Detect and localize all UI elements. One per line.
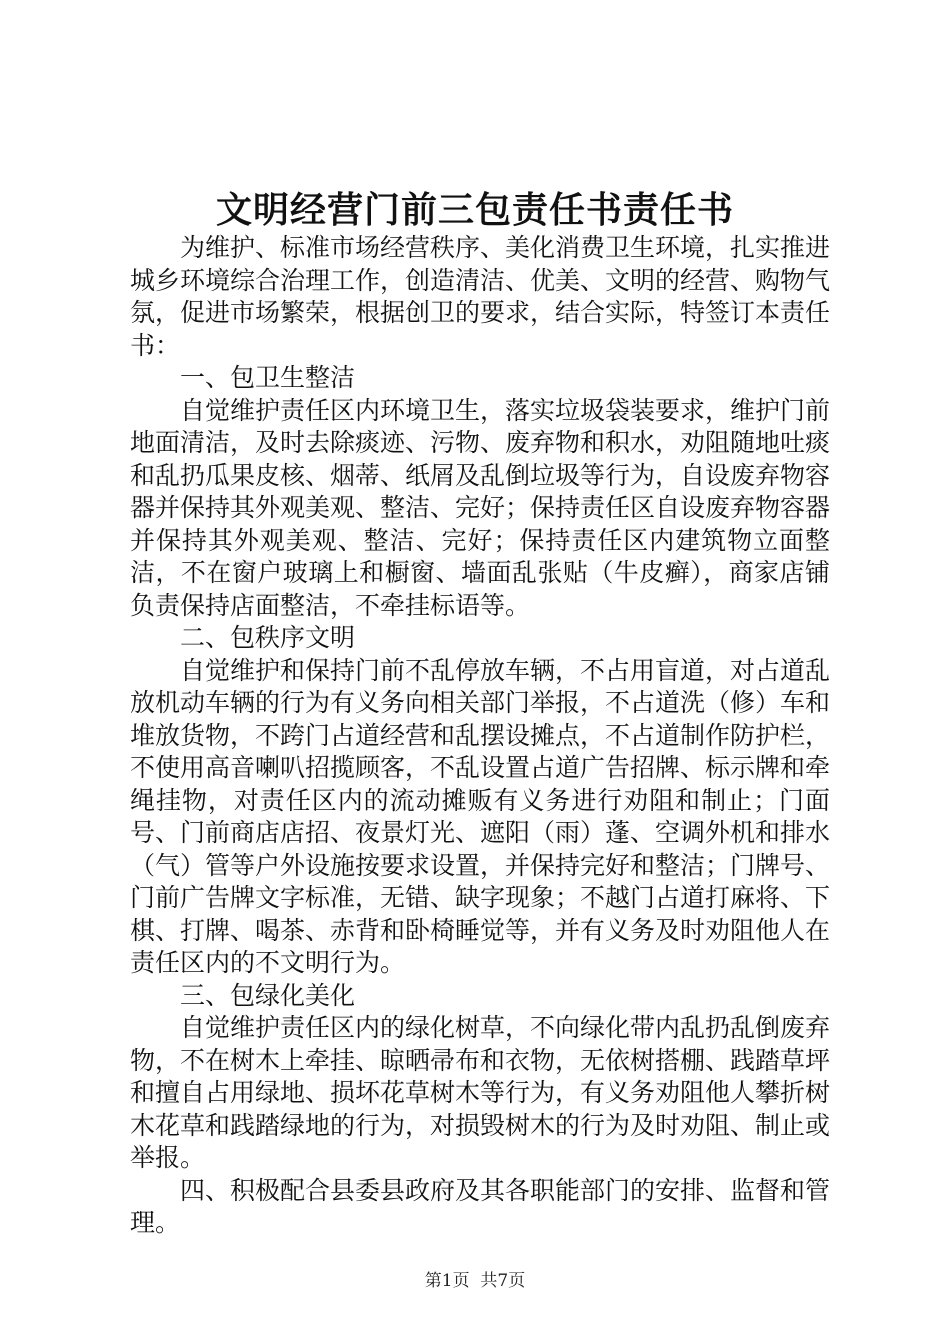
page-number-footer: 第1页 共7页 [424, 1271, 526, 1291]
section-heading-order: 二、包秩序文明 [180, 623, 356, 652]
document-title: 文明经营门前三包责任书责任书 [215, 189, 734, 231]
section-heading-hygiene: 一、包卫生整洁 [180, 363, 356, 392]
intro-paragraph: 为维护、标准市场经营秩序、美化消费卫生环境，扎实推进城乡环境综合治理工作，创造清洁、优美、文明的经营、购物气氛，促进市场繁荣，根据创卫的要求，结合实际，特签订本责任书： [130, 233, 831, 360]
document-body [130, 232, 830, 1240]
section-body-order: 自觉维护和保持门前不乱停放车辆，不占用盲道，对占道乱放机动车辆的行为有义务向相关部门举报，不占道洗（修）车和堆放货物，不跨门占道经营和乱摆设摊点，不占道制作防护栏，不使用高音喇叭招揽顾客，不乱设置占道广告招牌、标示牌和牵绳挂物，对责任区内的流动摊贩有义务进行劝阻和制止；门面号、门前商店店招、夜景灯光、遮阳（雨）蓬、空调外机和排水（气）管等户外设施按要求设置，并保持完好和整洁；门牌号、门前广告牌文字标准，无错、缺字现象；不越门占道打麻将、下棋、打牌、喝茶、赤背和卧椅睡觉等，并有义务及时劝阻他人在责任区内的不文明行为。 [130, 655, 831, 977]
section-body-hygiene: 自觉维护责任区内环境卫生，落实垃圾袋装要求，维护门前地面清洁，及时去除痰迹、污物、废弃物和积水，劝阻随地吐痰和乱扔瓜果皮核、烟蒂、纸屑及乱倒垃圾等行为，自设废弃物容器并保持其外观美观、整洁、完好；保持责任区自设废弃物容器并保持其外观美观、整洁、完好；保持责任区内建筑物立面整洁，不在窗户玻璃上和橱窗、墙面乱张贴（牛皮癣），商家店铺负责保持店面整洁，不牵挂标语等。 [130, 395, 831, 620]
section-cooperation: 四、积极配合县委县政府及其各职能部门的安排、监督和管理。 [130, 1175, 831, 1237]
section-heading-greening: 三、包绿化美化 [180, 980, 356, 1010]
section-body-greening: 自觉维护责任区内的绿化树草，不向绿化带内乱扔乱倒废弃物，不在树木上牵挂、晾晒帚布和衣物，无依树搭棚、践踏草坪和擅自占用绿地、损坏花草树木等行为，有义务劝阻他人攀折树木花草和践踏绿地的行为，对损毁树木的行为及时劝阻、制止或举报。 [130, 1013, 831, 1172]
